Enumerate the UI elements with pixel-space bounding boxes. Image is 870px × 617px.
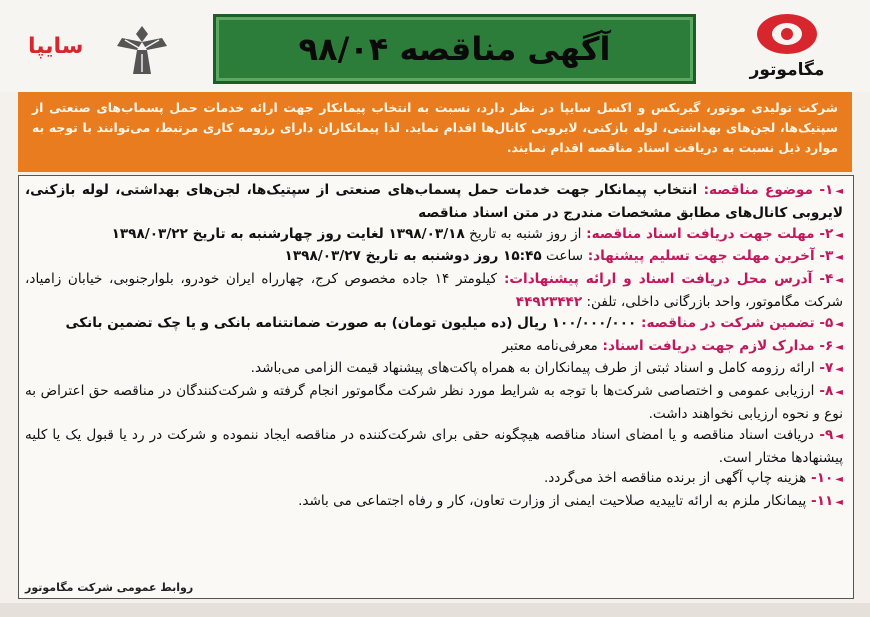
bullet-triangle-icon: ◄ bbox=[835, 474, 843, 486]
conditions-box bbox=[18, 175, 854, 599]
list-item: ◄۱۰- هزینه چاپ آگهی از برنده مناقصه اخذ می‌گردد. bbox=[543, 470, 843, 487]
bullet-triangle-icon: ◄ bbox=[835, 387, 843, 399]
list-item: ◄۱- موضوع مناقصه: انتخاب پیمانکار جهت خدمات حمل پسماب‌های صنعتی از سپتیک‌ها، لجن‌های بهداشتی، لوله بازکنی، لایروبی کانال‌های مطابق مشخصات مندرج در متن اسناد مناقصه bbox=[25, 182, 844, 221]
list-item: ◄۳- آخرین مهلت جهت تسلیم پیشنهاد: ساعت ۱۵:۴۵ روز دوشنبه به تاریخ ۱۳۹۸/۰۳/۲۷ bbox=[284, 248, 843, 265]
intro-text: شرکت تولیدی موتور، گیربکس و اکسل سایپا در نظر دارد، نسبت به انتخاب پیمانکار جهت ارائه خدمات حمل پسماب‌های صنعتی از سپتیک‌ها، لجن‌های بهداشتی، لوله بازکنی، لایروبی کانال‌ها اقدام نماید. لذا پیمانکاران دارای رزومه کاری مرتبط، می‌توانند با توجه به موارد ذیل نسبت به دریافت اسناد مناقصه اقدام نمایند. bbox=[32, 100, 838, 155]
conditions-list bbox=[25, 180, 843, 514]
bullet-triangle-icon: ◄ bbox=[835, 430, 843, 442]
bullet-triangle-icon: ◄ bbox=[835, 318, 843, 330]
bullet-triangle-icon: ◄ bbox=[835, 186, 844, 197]
public-relations-signature: روابط عمومی شرکت مگاموتور bbox=[25, 581, 194, 594]
list-item: ◄۱۱- پیمانکار ملزم به ارائه تاییدیه صلاحیت ایمنی از وزارت تعاون، کار و رفاه اجتماعی می باشد. bbox=[298, 493, 843, 510]
saipa-emblem-icon bbox=[115, 24, 169, 78]
list-item: ◄۷- ارائه رزومه کامل و اسناد ثبتی از طرف پیمانکاران به همراه پاکت‌های پیشنهاد قیمت الزامی می‌باشد. bbox=[250, 360, 843, 377]
phone-number: ۴۴۹۲۳۴۴۲ bbox=[515, 293, 583, 310]
bullet-triangle-icon: ◄ bbox=[835, 229, 843, 241]
intro-band bbox=[18, 92, 852, 172]
bullet-triangle-icon: ◄ bbox=[835, 252, 843, 264]
ad-title: آگهی مناقصه ۹۸/۰۴ bbox=[298, 30, 611, 68]
bullet-triangle-icon: ◄ bbox=[835, 364, 843, 376]
list-item: ◄۹- دریافت اسناد مناقصه و یا امضای اسناد مناقصه هیچگونه حقی برای شرکت‌کننده در مناقصه ایجاد ننموده و شرکت در رد یا قبول یک یا کلیه پیشنهادها مختار است. bbox=[25, 426, 843, 466]
bottom-divider bbox=[0, 603, 870, 617]
list-item: ◄۸- ارزیابی عمومی و اختصاصی شرکت‌ها با توجه به شرایط مورد نظر شرکت مگاموتور انجام گرفته و شرکت‌کنندگان در مناقصه حق اعتراض به نوع و نحوه ارزیابی نخواهند داشت. bbox=[25, 383, 843, 422]
list-item: ◄۶- مدارک لازم جهت دریافت اسناد: معرفی‌نامه معتبر bbox=[502, 337, 843, 354]
bullet-triangle-icon: ◄ bbox=[835, 497, 843, 509]
mgamotor-emblem-icon bbox=[757, 14, 817, 54]
list-item: ◄۵- تضمین شرکت در مناقصه: ۱۰۰/۰۰۰/۰۰۰ ریال (ده میلیون تومان) به صورت ضمانتنامه بانکی و یا چک تضمین بانکی bbox=[65, 314, 843, 331]
mgamotor-logo bbox=[733, 14, 841, 90]
saipa-logo bbox=[20, 22, 185, 78]
ad-header bbox=[0, 0, 870, 92]
ad-title-banner bbox=[213, 14, 696, 84]
bullet-triangle-icon: ◄ bbox=[835, 275, 843, 287]
list-item: ◄۲- مهلت جهت دریافت اسناد مناقصه: از روز شنبه به تاریخ ۱۳۹۸/۰۳/۱۸ لغایت روز چهارشنبه به تاریخ ۱۳۹۸/۰۳/۲۲ bbox=[111, 225, 843, 242]
list-item: ◄۴- آدرس محل دریافت اسناد و ارائه پیشنهادات: کیلومتر ۱۴ جاده مخصوص کرج، چهارراه ایران خودرو، بلوارجنوبی، خیابان زامیاد، شرکت مگاموتور، واحد بازرگانی داخلی، تلفن: ۴۴۹۲۳۴۴۲ bbox=[25, 271, 843, 310]
bullet-triangle-icon: ◄ bbox=[835, 341, 843, 353]
mgamotor-brand-label: مگاموتور bbox=[749, 60, 825, 80]
saipa-brand-label: سایپا bbox=[28, 34, 84, 59]
